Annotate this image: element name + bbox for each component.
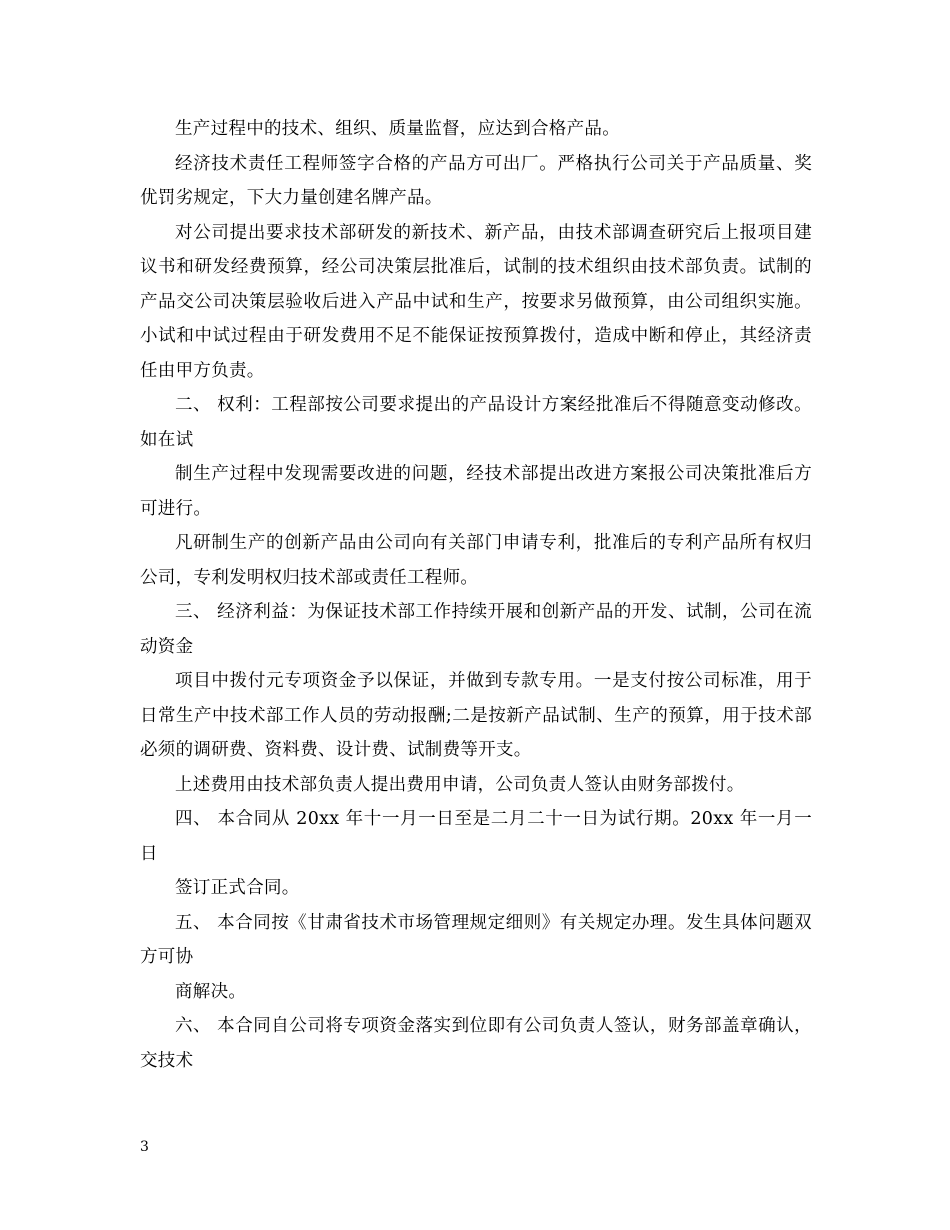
paragraph-new-technology: 对公司提出要求技术部研发的新技术、新产品，由技术部调查研究后上报项目建议书和研发经费预算，经公司决策层批准后，试制的技术组织由技术部负责。试制的产品交公司决策层验收后进入产品中试和生产，按要求另做预算，由公司组织实施。小试和中试过程由于研发费用不足不能保证按预算拨付，造成中断和停止，其经济责任由甲方负责。 bbox=[140, 222, 812, 381]
paragraph-section-trial-period: 四、 本合同从 20xx 年十一月一日至是二月二十一日为试行期。20xx 年一月一日 bbox=[140, 809, 812, 864]
paragraph-formal-contract: 签订正式合同。 bbox=[175, 878, 300, 898]
paragraph-special-fund: 项目中拨付元专项资金予以保证，并做到专款专用。一是支付按公司标准，用于日常生产中技术部工作人员的劳动报酬;二是按新产品试制、生产的预算，用于技术部必须的调研费、资料费、设计费、试制费等开支。 bbox=[140, 671, 812, 760]
paragraph-section-economic-benefit: 三、 经济利益：为保证技术部工作持续开展和创新产品的开发、试制，公司在流动资金 bbox=[140, 602, 812, 657]
paragraph-section-rights: 二、 权利：工程部按公司要求提出的产品设计方案经批准后不得随意变动修改。如在试 bbox=[140, 395, 812, 450]
paragraph-patent: 凡研制生产的创新产品由公司向有关部门申请专利，批准后的专利产品所有权归公司，专利发明权归技术部或责任工程师。 bbox=[140, 533, 812, 588]
document-body bbox=[140, 112, 812, 1078]
paragraph-expense-application: 上述费用由技术部负责人提出费用申请，公司负责人签认由财务部拨付。 bbox=[175, 774, 745, 795]
page-number: 3 bbox=[140, 1139, 149, 1155]
paragraph-improvement-process: 制生产过程中发现需要改进的问题，经技术部提出改进方案报公司决策批准后方可进行。 bbox=[140, 464, 812, 519]
paragraph-product-release: 经济技术责任工程师签字合格的产品方可出厂。严格执行公司关于产品质量、奖优罚劣规定，下大力量创建名牌产品。 bbox=[140, 153, 812, 208]
paragraph-section-effective: 六、 本合同自公司将专项资金落实到位即有公司负责人签认，财务部盖章确认，交技术 bbox=[140, 1016, 812, 1071]
paragraph-quality-supervision: 生产过程中的技术、组织、质量监督，应达到合格产品。 bbox=[175, 119, 620, 139]
paragraph-negotiation: 商解决。 bbox=[175, 981, 247, 1002]
paragraph-section-regulations: 五、 本合同按《甘肃省技术市场管理规定细则》有关规定办理。发生具体问题双方可协 bbox=[140, 912, 812, 967]
